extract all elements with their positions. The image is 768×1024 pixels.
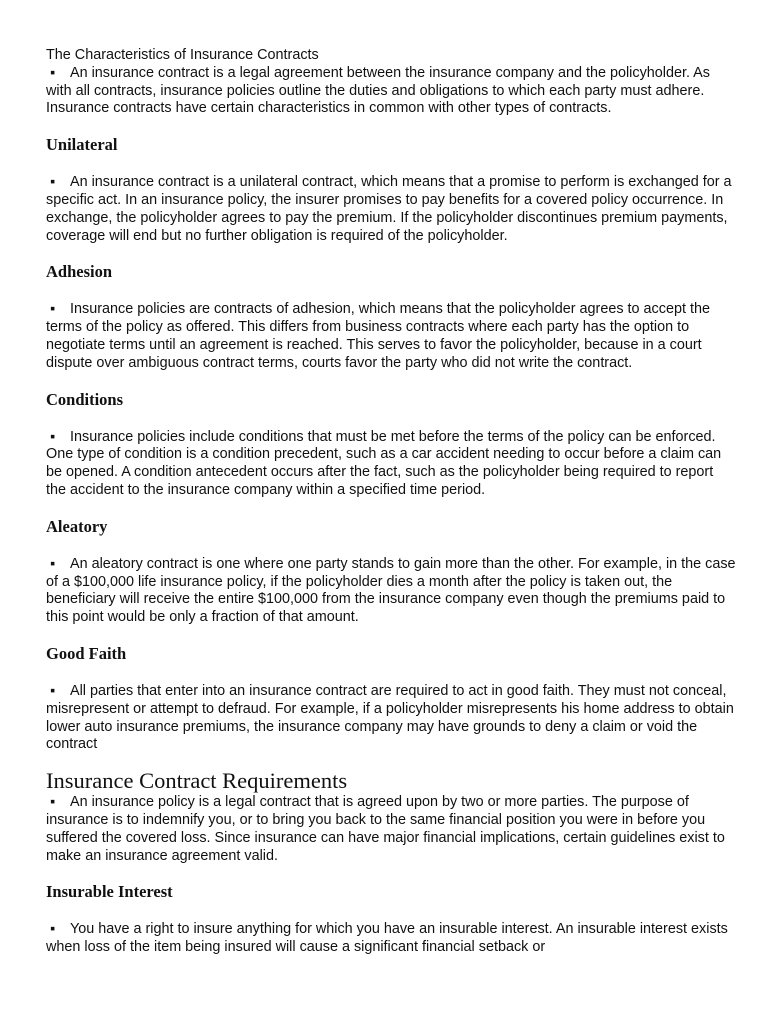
intro-text: An insurance contract is a legal agreement between the insurance company and the policyholder. As with all contracts, insurance policies outline the duties and obligations to which each party must adhere. Insurance contracts have certain characteristics in common with other types of contracts. <box>46 64 710 117</box>
section-text: Insurance policies are contracts of adhesion, which means that the policyholder agrees to accept the terms of the policy as offered. This differs from business contracts where each party has the option to negotiate terms until an agreement is reached. This serves to favor the policyholder, because in a court dispute over ambiguous contract terms, courts favor the party who did not write the contract. <box>46 301 710 371</box>
section-paragraph-good-faith <box>46 683 736 754</box>
bullet-icon: ▪ <box>50 794 56 811</box>
bullet-icon: ▪ <box>50 555 56 572</box>
section-heading-insurable-interest: Insurable Interest <box>46 882 173 902</box>
section-text: An insurance contract is a unilateral contract, which means that a promise to perform is exchanged for a specific act. In an insurance policy, the insurer promises to pay benefits for a covered policy occurrence. In exchange, the policyholder agrees to pay the premium. If the policyholder discontinues premium payments, coverage will end but no further obligation is required of the policyholder. <box>46 174 732 244</box>
bullet-icon: ▪ <box>50 921 56 938</box>
document-title: The Characteristics of Insurance Contracts <box>46 47 319 63</box>
section-text: All parties that enter into an insurance contract are required to act in good faith. They must not conceal, misrepresent or attempt to defraud. For example, if a policyholder misrepresents his home address to obtain lower auto insurance premiums, the insurance company may have grounds to deny a claim or void the contract <box>46 682 734 753</box>
section-paragraph-unilateral <box>46 174 736 245</box>
section-heading-unilateral: Unilateral <box>46 135 118 155</box>
section-paragraph-aleatory <box>46 556 736 627</box>
section-paragraph-conditions <box>46 429 736 500</box>
section-heading-aleatory: Aleatory <box>46 516 108 536</box>
section-heading-conditions: Conditions <box>46 389 124 409</box>
section-text: An aleatory contract is one where one party stands to gain more than the other. For example, in the case of a $100,000 life insurance policy, if the policyholder dies a month after the policy is taken out, the beneficiary will receive the entire $100,000 from the insurance company even though the premiums paid to this point would be only a fraction of that amount. <box>46 555 736 626</box>
requirements-text: An insurance policy is a legal contract that is agreed upon by two or more parties. The purpose of insurance is to indemnify you, or to bring you back to the same financial position you were in before you suffered the covered loss. Since insurance can have major financial implications, certain guidelines exist to make an insurance agreement valid. <box>46 794 725 864</box>
section-text: Insurance policies include conditions that must be met before the terms of the policy can be enforced. One type of condition is a condition precedent, such as a car accident needing to occur before a claim can be opened. A condition antecedent occurs after the fact, such as the policyholder being required to report the accident to the insurance company within a specified time period. <box>46 428 722 498</box>
section-text: You have a right to insure anything for which you have an insurable interest. An insurable interest exists when loss of the item being insured will cause a significant financial setback or <box>46 921 728 956</box>
document-page <box>46 47 736 957</box>
section-paragraph-insurable-interest <box>46 921 736 957</box>
intro-paragraph <box>46 65 736 118</box>
section-heading-adhesion: Adhesion <box>46 262 113 282</box>
bullet-icon: ▪ <box>50 301 56 318</box>
bullet-icon: ▪ <box>50 682 56 699</box>
requirements-heading: Insurance Contract Requirements <box>46 768 348 794</box>
requirements-paragraph <box>46 794 736 865</box>
bullet-icon: ▪ <box>50 174 56 191</box>
section-paragraph-adhesion <box>46 301 736 372</box>
bullet-icon: ▪ <box>50 428 56 445</box>
bullet-icon: ▪ <box>50 64 56 81</box>
section-heading-good-faith: Good Faith <box>46 643 127 663</box>
